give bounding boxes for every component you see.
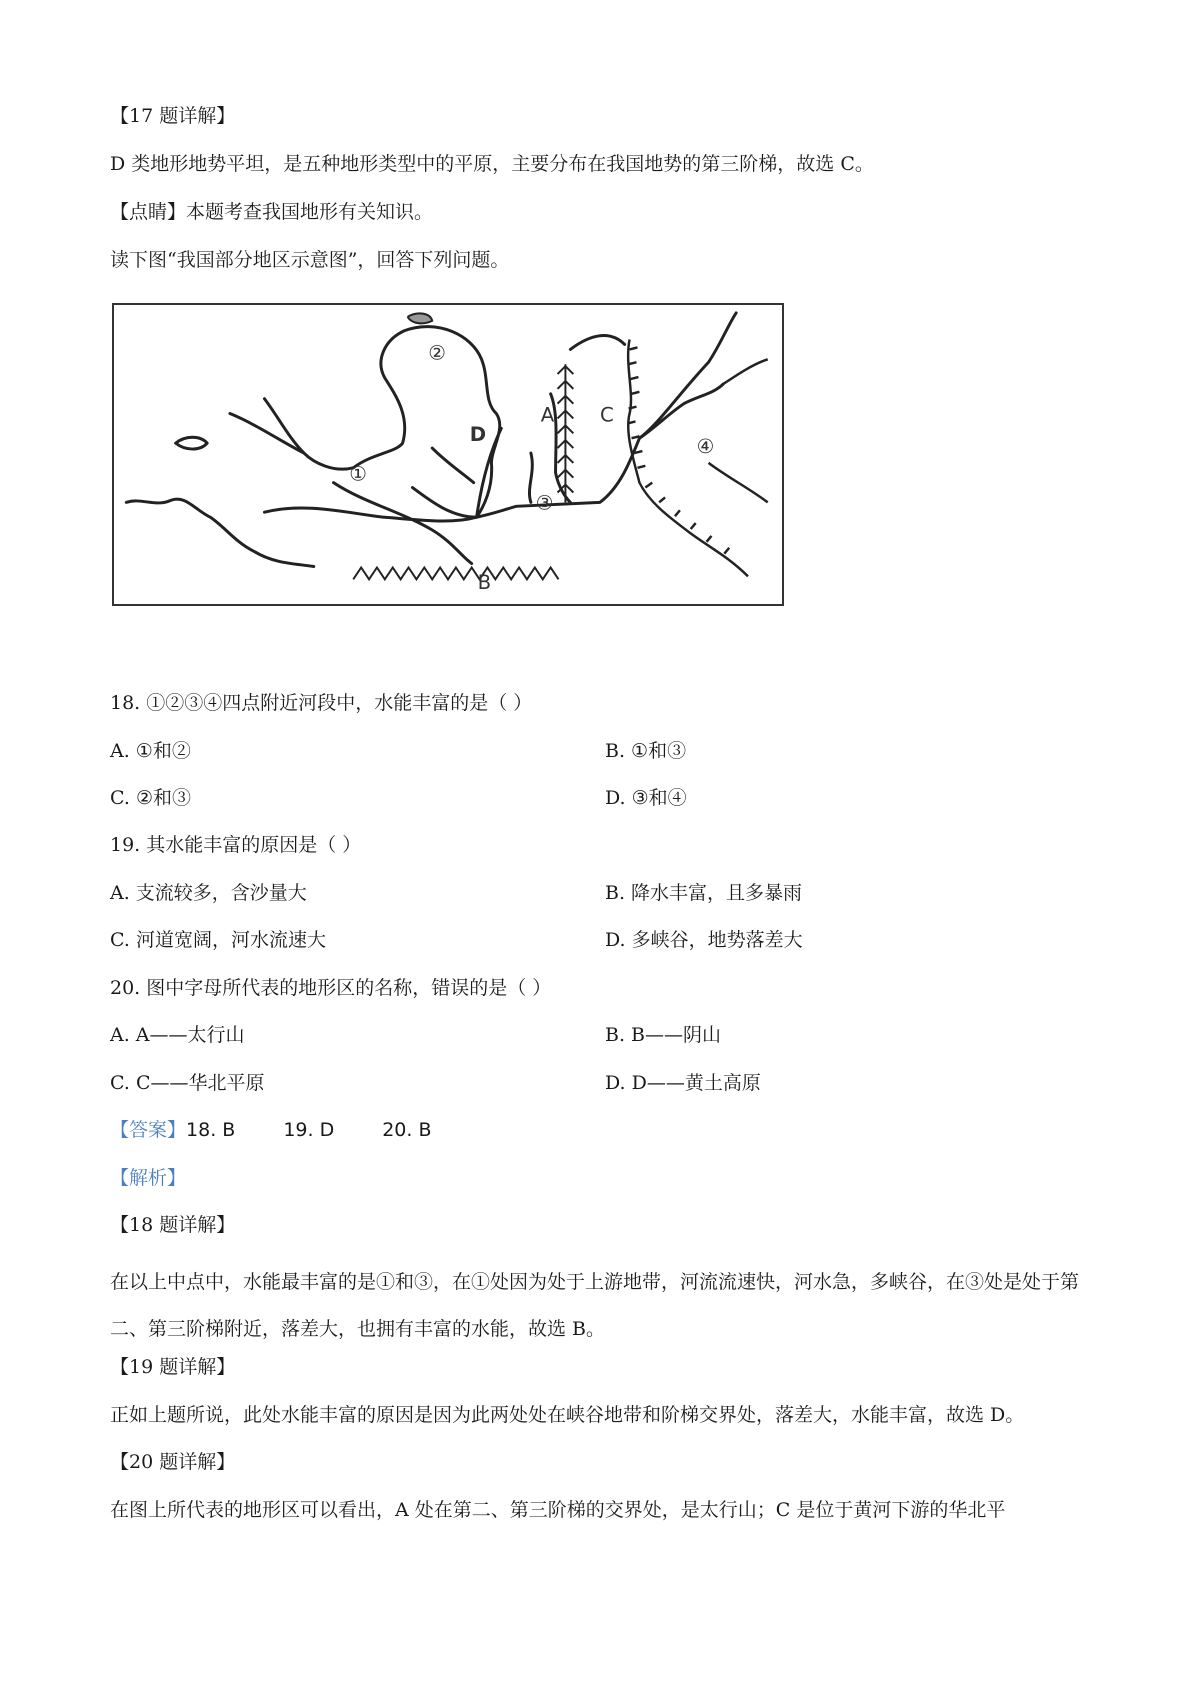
map-label-1: ① — [349, 462, 368, 486]
q20-option-b[interactable]: B. B——阴山 — [605, 1024, 722, 1046]
q20-option-c[interactable]: C. C——华北平原 — [110, 1072, 265, 1094]
q17-detail-header: 【17 题详解】 — [110, 105, 236, 127]
map-drawing — [114, 305, 782, 604]
answer-line — [110, 1117, 480, 1143]
q18-stem: 18. ①②③④四点附近河段中，水能丰富的是（ ） — [110, 692, 533, 714]
q18-option-b[interactable]: B. ①和③ — [605, 740, 687, 762]
answer-19: 19. D — [283, 1119, 335, 1141]
q19-option-d[interactable]: D. 多峡谷，地势落差大 — [605, 929, 803, 951]
map-label-2: ② — [428, 341, 446, 365]
q20-stem: 20. 图中字母所代表的地形区的名称，错误的是（ ） — [110, 977, 552, 999]
map-label-C: C — [599, 403, 614, 427]
lower-branch-1 — [334, 483, 472, 564]
q20-detail-text: 在图上所代表的地形区可以看出，A 处在第二、第三阶梯的交界处，是太行山；C 是位于黄河下游的华北平 — [110, 1499, 1006, 1521]
q19-option-b[interactable]: B. 降水丰富，且多暴雨 — [605, 882, 803, 904]
map-figure — [112, 303, 784, 606]
tributary-5 — [570, 336, 624, 350]
intro-text: 读下图“我国部分地区示意图”，回答下列问题。 — [110, 249, 510, 271]
tributary-2 — [432, 448, 473, 483]
q19-detail-header: 【19 题详解】 — [110, 1356, 236, 1378]
q18-option-a[interactable]: A. ①和② — [110, 740, 191, 762]
left-lake-path — [176, 437, 208, 449]
q20-detail-header: 【20 题详解】 — [110, 1451, 236, 1473]
taihang-mountain-symbol — [558, 364, 574, 502]
answer-label: 【答案】 — [110, 1119, 187, 1141]
yinshan-mountain-symbol — [353, 567, 558, 579]
q19-stem: 19. 其水能丰富的原因是（ ） — [110, 834, 362, 856]
sea-mark-shape — [408, 313, 433, 323]
lower-branch-2 — [412, 488, 476, 518]
q19-detail-text: 正如上题所说，此处水能丰富的原因是因为此两处处在峡谷地带和阶梯交界处，落差大，水能丰富，故选 D。 — [110, 1404, 1025, 1426]
map-label-A: A — [540, 403, 555, 427]
tip-text: 【点睛】本题考查我国地形有关知识。 — [110, 201, 434, 223]
q17-detail-text: D 类地形地势平坦，是五种地形类型中的平原，主要分布在我国地势的第三阶梯，故选 C。 — [110, 153, 874, 175]
q20-option-d[interactable]: D. D——黄土高原 — [605, 1072, 761, 1094]
q18-detail-header: 【18 题详解】 — [110, 1214, 236, 1236]
map-label-3: ③ — [535, 491, 554, 515]
q20-option-a[interactable]: A. A——太行山 — [110, 1024, 245, 1046]
tributary-4 — [529, 453, 532, 502]
map-label-4: ④ — [696, 435, 715, 459]
q18-option-d[interactable]: D. ③和④ — [605, 787, 687, 809]
answer-18: 18. B — [186, 1119, 236, 1141]
q18-detail-text: 在以上中点中，水能最丰富的是①和③，在①处因为处于上游地带，河流流速快，河水急，多峡谷，在③处是处于第二、第三阶梯附近，落差大，也拥有丰富的水能，故选 B。 — [110, 1271, 1080, 1340]
q19-option-c[interactable]: C. 河道宽阔，河水流速大 — [110, 929, 326, 951]
answer-20: 20. B — [382, 1119, 432, 1141]
upstream-path — [230, 399, 353, 469]
q19-option-a[interactable]: A. 支流较多，含沙量大 — [110, 882, 307, 904]
map-label-B: B — [477, 571, 492, 595]
q18-option-c[interactable]: C. ②和③ — [110, 787, 191, 809]
analysis-label: 【解析】 — [110, 1167, 187, 1189]
map-label-D: D — [469, 423, 487, 447]
